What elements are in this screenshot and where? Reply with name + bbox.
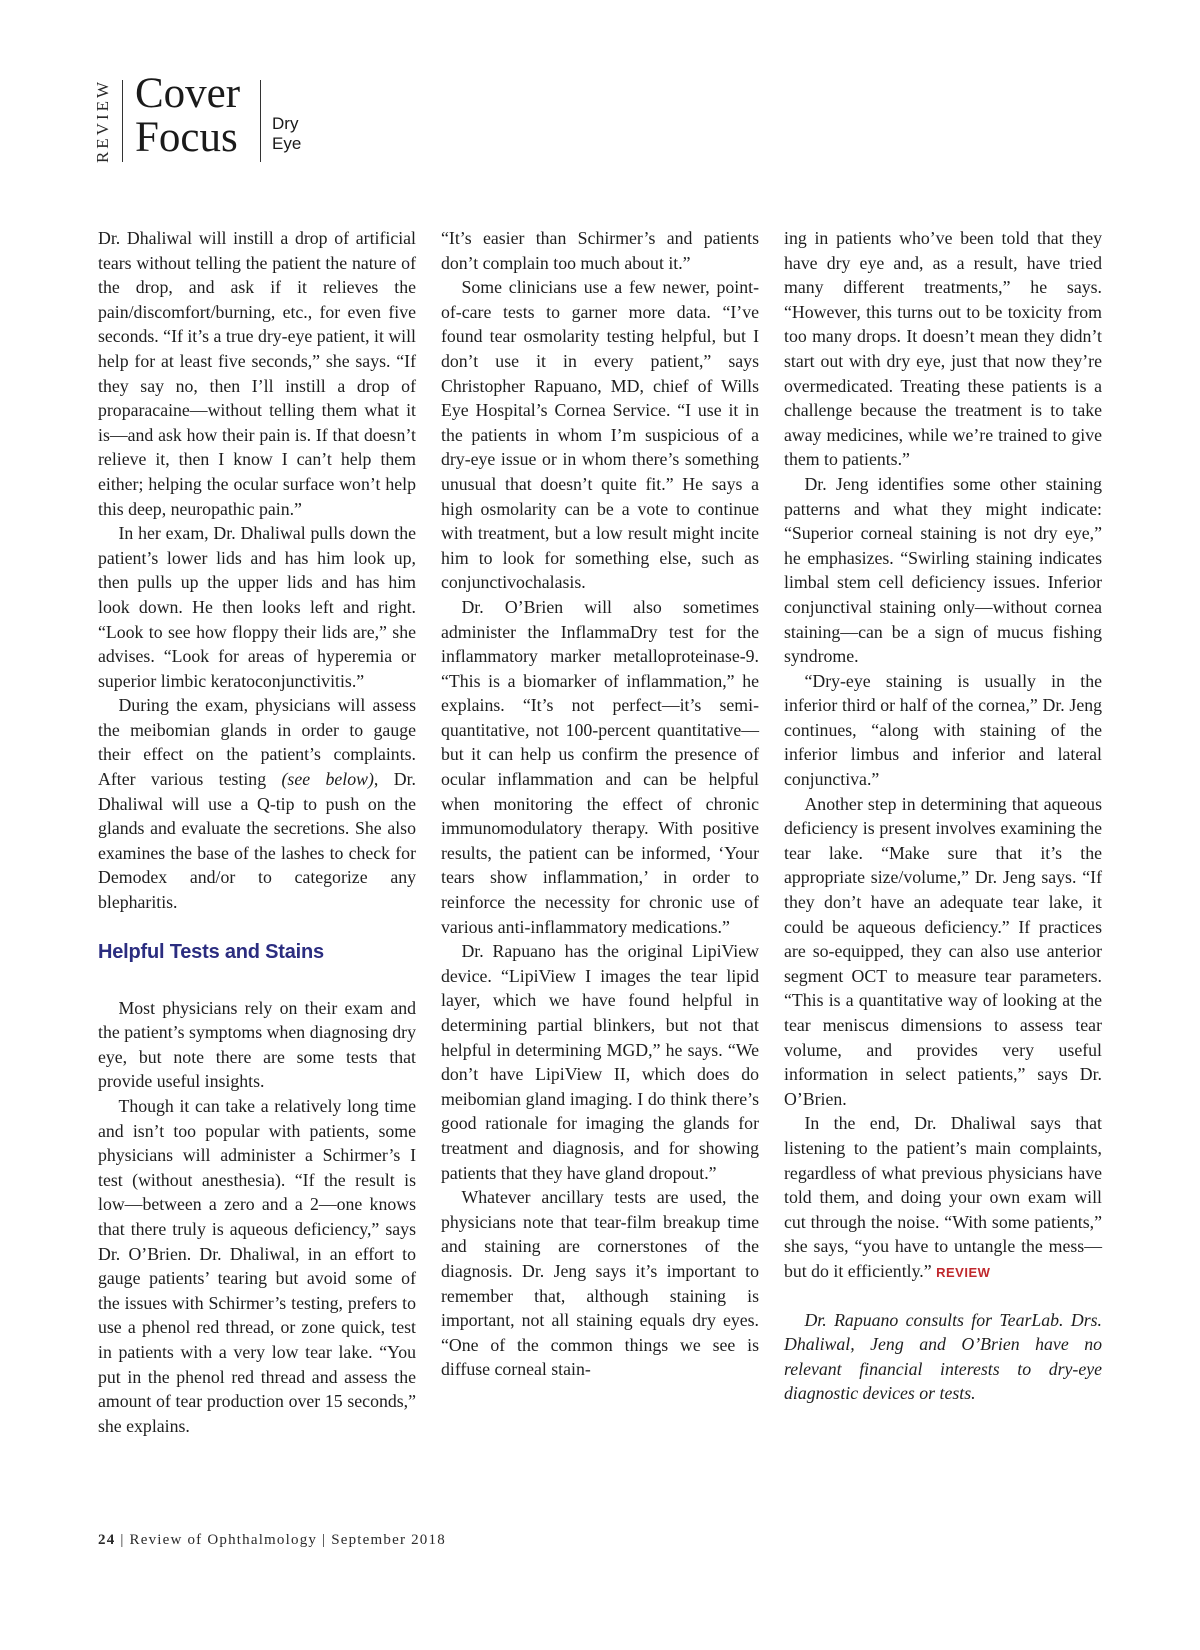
section-label-text: REVIEW xyxy=(93,78,112,164)
footer-separator: | xyxy=(322,1532,327,1548)
issue-date: September 2018 xyxy=(331,1532,446,1548)
section-title-line2: Focus xyxy=(135,114,238,161)
article-column-2 xyxy=(441,226,759,1382)
paragraph: Dr. O’Brien will also sometimes administer the InflammaDry test for the inflammatory marker metalloproteinase-9. “This is a biomarker of inflammation,” he explains. “It’s not perfect—it’s semi-quantitative, not 100-percent quantitative—but it can help us confirm the presence of ocular inflammation and can be helpful when monitoring the effect of chronic immunomodulatory therapy. With positive results, the patient can be informed, ‘Your tears show inflammation,’ in order to reinforce the necessity for chronic use of various anti-inflammatory medications.” xyxy=(441,596,759,937)
header-divider-right xyxy=(260,80,261,162)
page-footer xyxy=(98,1532,446,1549)
topic-label: Dry Eye xyxy=(272,114,302,153)
paragraph: Whatever ancillary tests are used, the physicians note that tear-film breakup time and staining are cornerstones of the diagnosis. Dr. Jeng says it’s important to remember that, although staining is important, not all staining equals dry eyes. “One of the common things we see is diffuse corneal stain- xyxy=(441,1187,759,1380)
paragraph: Another step in determining that aqueous deficiency is present involves examining the tear lake. “Make sure that it’s the appropriate size/volume,” Dr. Jeng says. “If they don’t have an adequate tear lake, it could be aqueous deficiency.” If practices are so-equipped, they can also use anterior segment OCT to measure tear parameters. “This is a quantitative way of looking at the tear meniscus dimensions to assess tear volume, and provides very useful information in select patients,” says Dr. O’Brien. xyxy=(784,793,1102,1109)
paragraph: Dr. Rapuano has the original LipiView device. “LipiView I images the tear lipid layer, which we have found helpful in determining partial blinkers, but not that helpful in determining MGD,” he says. “We don’t have LipiView II, which does do meibomian gland imaging. I do think there’s good rationale for imaging the glands for treatment and diagnosis, and for showing patients that they have gland dropout.” xyxy=(441,941,759,1183)
paragraph: Dr. Jeng identifies some other staining patterns and what they might indicate: “Superior corneal staining is not dry eye,” he emphasizes. “Swirling staining indicates limbal stem cell deficiency issues. Inferior conjunctival staining only—without cornea staining—can be a sign of mucus fishing syndrome. xyxy=(784,473,1102,667)
footer-separator: | xyxy=(120,1532,125,1548)
paragraph-italic-text: (see below) xyxy=(281,769,374,790)
section-subheading: Helpful Tests and Stains xyxy=(98,940,324,963)
page-number: 24 xyxy=(98,1532,116,1548)
paragraph: “Dry-eye staining is usually in the inferior third or half of the cornea,” Dr. Jeng continues, “along with staining of the inferior limbus and inferior and lateral conjunctiva.” xyxy=(784,670,1102,790)
publication-name: Review of Ophthalmology xyxy=(129,1532,318,1548)
paragraph: Though it can take a relatively long time and isn’t too popular with patients, some physicians will administer a Schirmer’s I test (without anesthesia). “If the result is low—between a zero and a 2—one knows that there truly is aqueous deficiency,” says Dr. O’Brien. Dr. Dhaliwal, in an effort to gauge patients’ tearing but avoid some of the issues with Schirmer’s testing, prefers to use a phenol red thread, or zone quick, test in patients with a very low tear lake. “You put in the phenol red thread and assess the amount of tear production over 15 seconds,” she explains. xyxy=(98,1096,416,1436)
paragraph: In her exam, Dr. Dhaliwal pulls down the patient’s lower lids and has him look up, then pulls up the upper lids and has him look down. He then looks left and right. “Look to see how floppy their lids are,” she advises. “Look for areas of hyperemia or superior limbic keratoconjunctivitis.” xyxy=(98,523,416,691)
article-column-1 xyxy=(98,226,416,1438)
paragraph xyxy=(98,693,416,914)
spacer xyxy=(784,1286,1102,1308)
paragraph xyxy=(784,1111,1102,1285)
section-title xyxy=(135,72,240,160)
section-label-vertical xyxy=(92,76,114,166)
paragraph-text: , Dr. Dhaliwal will use a Q-tip to push on the glands and evaluate the secretions. She also examines the base of the lashes to check for Demodex and/or to categorize any blepharitis. xyxy=(98,769,416,913)
disclosure-note: Dr. Rapuano consults for TearLab. Drs. Dhaliwal, Jeng and O’Brien have no relevant financial interests to dry-eye diagnostic devices or tests. xyxy=(784,1309,1102,1404)
paragraph: Dr. Dhaliwal will instill a drop of artificial tears without telling the patient the nature of the drop, and ask if it relieves the pain/discomfort/burning, etc., for even five seconds. “If it’s a true dry-eye patient, it will help for at least five seconds,” she says. “If they say no, then I’ll instill a drop of proparacaine—without telling them what it is—and ask how their pain is. If that doesn’t relieve it, then I know I can’t help them either; helping the ocular surface won’t help this deep, neuropathic pain.” xyxy=(98,228,416,519)
section-title-line1: Cover xyxy=(135,70,241,117)
article-column-3 xyxy=(784,226,1102,1406)
paragraph-text: During the exam, physicians will assess the meibomian glands in order to gauge their effect on the patient’s complaints. After various testing xyxy=(98,695,416,790)
end-of-article-mark: REVIEW xyxy=(936,1264,991,1280)
paragraph-text: In the end, Dr. Dhaliwal says that listening to the patient’s main complaints, regardless of what previous physicians have told them, and doing your own exam will cut through the noise. “With some patients,” she says, “you have to untangle the mess—but do it efficiently.” xyxy=(784,1113,1102,1281)
paragraph: Most physicians rely on their exam and the patient’s symptoms when diagnosing dry eye, but note there are some tests that provide useful insights. xyxy=(98,997,416,1092)
header-divider-left xyxy=(122,80,123,162)
paragraph: Some clinicians use a few newer, point-of-care tests to garner more data. “I’ve found tear osmolarity testing helpful, but I don’t use it in every patient,” says Christopher Rapuano, MD, chief of Wills Eye Hospital’s Cornea Service. “I use it in the patients in whom I’m suspicious of a dry-eye issue or in whom there’s something unusual that doesn’t quite fit.” He says a high osmolarity can be a vote to continue with treatment, but a low result might incite him to look for something else, such as conjunctivochalasis. xyxy=(441,277,759,593)
paragraph: ing in patients who’ve been told that they have dry eye and, as a result, have tried many different treatments,” he says. “However, this turns out to be toxicity from too many drops. It doesn’t mean they didn’t start out with dry eye, just that now they’re overmedicated. Treating these patients is a challenge because the treatment is to take away medicines, while we’re trained to give them to patients.” xyxy=(784,228,1102,470)
paragraph: “It’s easier than Schirmer’s and patients don’t complain too much about it.” xyxy=(441,228,759,273)
